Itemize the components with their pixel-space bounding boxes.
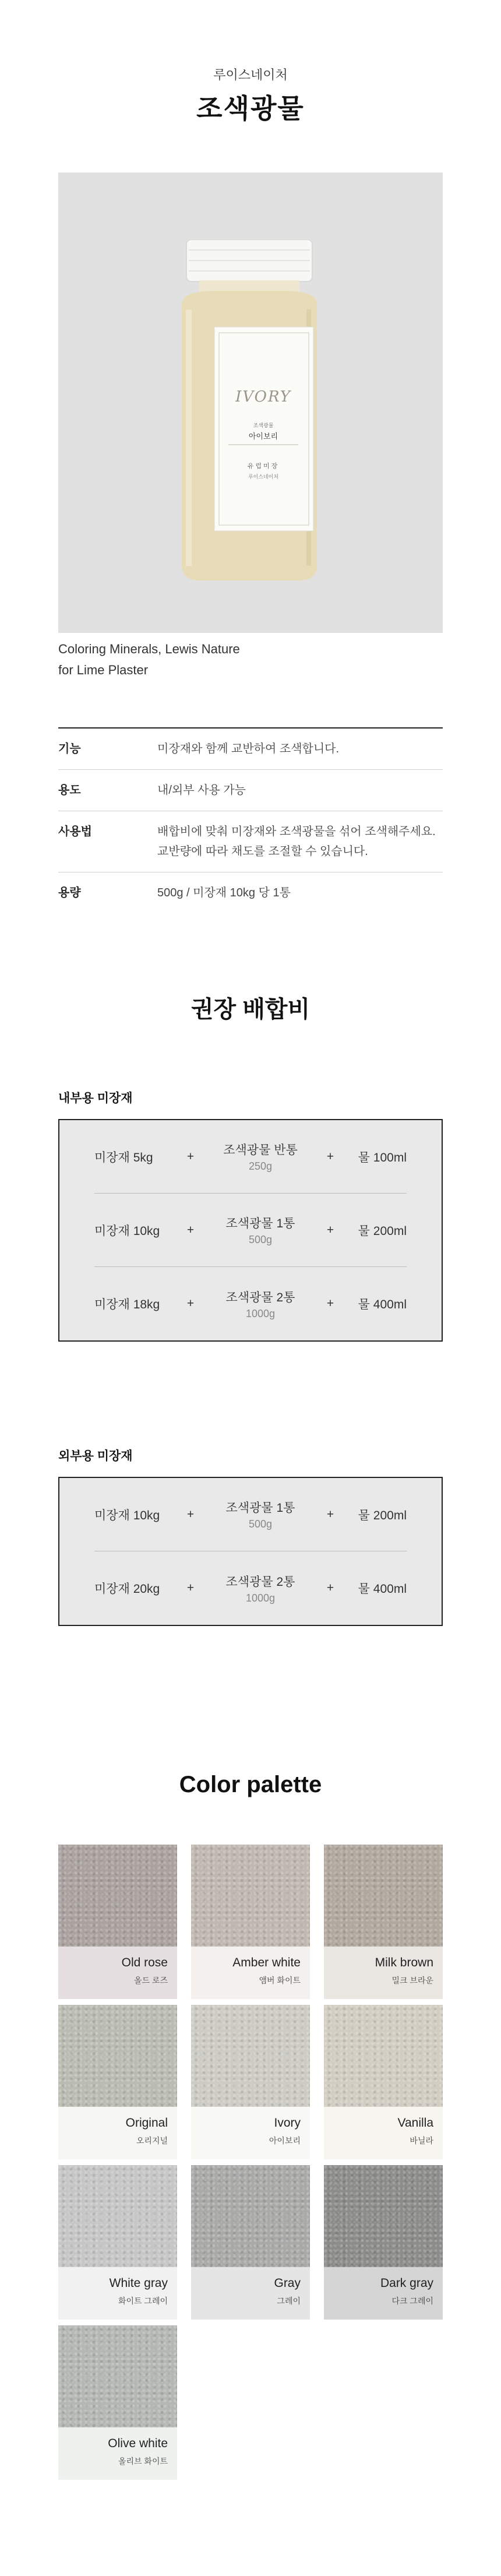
swatch-name-en: Ivory [274,2116,301,2130]
mix-section-title: 권장 배합비 [190,997,311,1022]
swatch-name-en: Old rose [121,1956,168,1969]
swatch-texture [191,1845,310,1947]
jar-label-small: 조색광물 [253,423,274,429]
swatch-name-ko: 다크 그레이 [391,2296,433,2306]
mix-color [205,1214,316,1246]
spec-value: 교반량에 따라 채도를 조절할 수 있습니다. [157,845,368,858]
palette-title: Color palette [179,1772,322,1797]
swatch-name-ko: 아이보리 [269,2136,301,2145]
mix-color-name: 조색광물 2통 [225,1290,295,1304]
spec-label: 사용법 [58,825,92,838]
plus-sign: + [326,1223,334,1237]
spec-row-capacity [58,872,443,913]
swatch-texture [191,2005,310,2107]
mix-color [205,1288,316,1320]
subtitle-line-2: for Lime Plaster [58,663,149,677]
swatch-texture [324,2005,443,2107]
mix-color-name: 조색광물 2통 [225,1575,295,1589]
swatch-caption [324,2267,443,2320]
subtitle-line-1: Coloring Minerals, Lewis Nature [58,642,240,656]
color-swatch [191,2005,310,2159]
color-swatch [191,2165,310,2320]
mix-water: 물 100ml [358,1150,407,1164]
color-swatch [58,2005,177,2159]
swatch-name-ko: 화이트 그레이 [118,2296,168,2306]
swatch-name-en: Original [125,2116,168,2130]
mix-row [94,1551,407,1625]
swatch-caption [191,2107,310,2159]
product-image [58,173,443,633]
mix-row [94,1267,407,1340]
color-swatch [324,2165,443,2320]
mix-water: 물 400ml [358,1582,407,1596]
swatch-caption [191,2267,310,2320]
swatch-texture [58,2165,177,2267]
swatch-name-ko: 올드 로즈 [134,1976,168,1985]
swatch-name-en: White gray [109,2276,168,2290]
swatch-texture [324,2165,443,2267]
mix-color-amount: 1000g [245,1307,276,1319]
mix-color [205,1572,316,1604]
swatch-name-en: Vanilla [397,2116,433,2130]
swatch-texture [58,2325,177,2427]
plus-sign: + [186,1507,195,1521]
interior-mix-label: 내부용 미장재 [58,1092,133,1105]
spec-label: 용량 [58,886,81,899]
color-swatch [191,1845,310,1999]
mix-color-amount: 250g [248,1160,273,1172]
swatch-caption [58,1947,177,1999]
swatch-name-en: Amber white [232,1956,301,1969]
spec-table [58,727,443,913]
spec-label: 용도 [58,784,81,797]
mix-row [94,1478,407,1551]
mix-base: 미장재 10kg [94,1508,160,1522]
spec-value: 배합비에 맞춰 미장재와 조색광물을 섞어 조색해주세요. [157,825,436,838]
spec-value: 내/외부 사용 가능 [157,784,246,797]
plus-sign: + [326,1297,334,1310]
exterior-mix-table [58,1477,443,1626]
swatch-name-en: Gray [274,2276,301,2290]
mix-base: 미장재 20kg [94,1582,160,1596]
mix-color-name: 조색광물 반통 [223,1143,298,1157]
mix-base: 미장재 18kg [94,1298,160,1311]
spec-label: 기능 [58,742,81,755]
mix-color-amount: 500g [248,1518,273,1530]
spec-row-usage [58,770,443,811]
swatch-name-en: Dark gray [380,2276,433,2290]
exterior-mix-label: 외부용 미장재 [58,1449,133,1463]
swatch-caption [58,2427,177,2480]
swatch-texture [191,2165,310,2267]
swatch-name-ko: 앰버 화이트 [259,1976,301,1985]
color-swatch [58,2165,177,2320]
mix-water: 물 200ml [358,1508,407,1522]
plus-sign: + [186,1149,195,1163]
swatch-name-en: Olive white [108,2437,168,2450]
color-swatch [58,1845,177,1999]
mix-color [205,1141,316,1173]
color-swatch [324,2005,443,2159]
mix-base: 미장재 10kg [94,1224,160,1238]
swatch-name-ko: 바닐라 [410,2136,433,2145]
swatch-name-ko: 오리지널 [136,2136,168,2145]
plus-sign: + [326,1581,334,1595]
mix-row [94,1120,407,1194]
mix-color [205,1498,316,1530]
mix-color-amount: 1000g [245,1592,276,1604]
color-swatch [58,2325,177,2480]
jar-label-script: IVORY [235,388,291,406]
spec-value-group [157,822,443,861]
swatch-caption [58,2107,177,2159]
jar-label [214,327,313,531]
jar-label-line1: 유럽미장 [247,462,280,470]
product-subtitle [58,639,303,681]
swatch-name-ko: 밀크 브라운 [391,1976,433,1985]
jar-illustration [158,240,340,580]
plus-sign: + [326,1149,334,1163]
mix-water: 물 400ml [358,1298,407,1311]
jar-label-line2: 루이스네이처 [248,474,279,480]
mix-color-name: 조색광물 1통 [225,1217,295,1230]
swatch-texture [324,1845,443,1947]
mix-row [94,1194,407,1267]
swatch-name-en: Milk brown [375,1956,433,1969]
mix-color-name: 조색광물 1통 [225,1501,295,1515]
spec-value: 500g / 미장재 10kg 당 1통 [157,886,291,899]
spec-row-function [58,729,443,770]
spec-value: 미장재와 함께 교반하여 조색합니다. [157,742,340,755]
plus-sign: + [186,1297,195,1310]
swatch-caption [324,1947,443,1999]
swatch-name-ko: 올리브 화이트 [118,2457,168,2466]
interior-mix-table [58,1119,443,1342]
swatch-caption [58,2267,177,2320]
swatch-texture [58,1845,177,1947]
plus-sign: + [326,1507,334,1521]
mix-water: 물 200ml [358,1224,407,1238]
brand-name: 루이스네이처 [213,68,288,82]
jar-label-name: 아이보리 [248,432,278,441]
plus-sign: + [186,1223,195,1237]
swatch-caption [191,1947,310,1999]
swatch-caption [324,2107,443,2159]
swatch-texture [58,2005,177,2107]
spec-row-method [58,811,443,872]
color-swatch [324,1845,443,1999]
mix-base: 미장재 5kg [94,1150,153,1164]
mix-color-amount: 500g [248,1234,273,1245]
swatch-name-ko: 그레이 [277,2296,301,2306]
page-title: 조색광물 [196,93,305,124]
plus-sign: + [186,1581,195,1595]
